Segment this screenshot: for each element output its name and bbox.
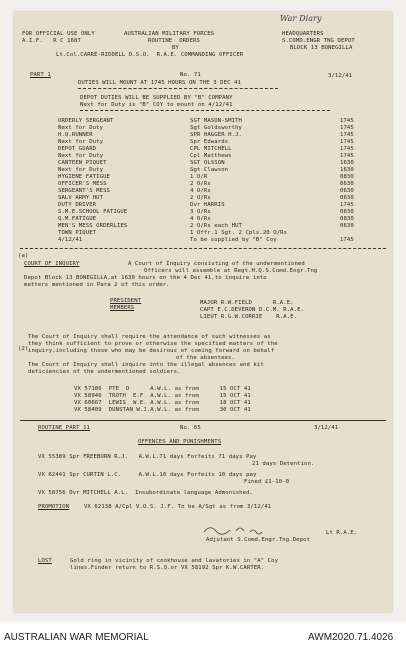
soldier-row: VX 57186 PTE D A.W.L. as from 15 OCT 41 xyxy=(74,386,251,392)
footer-bar xyxy=(0,622,406,653)
header-official-use: FOR OFFICIAL USE ONLY xyxy=(22,31,95,37)
part2-number: No. 65 xyxy=(180,425,201,431)
inquiry-text-line: they think sufficient to prove or otherwise the specified matters of the xyxy=(28,341,278,347)
court-text-line: Officers will assemble at Regt.H.Q.S.Comd.Engr.Tng xyxy=(144,268,318,274)
duty-row: HYGIENE FATIGUE 1 O/R 0830 xyxy=(58,174,354,180)
duty-row: MEN'S MESS ORDERLIES 2 O/Rs each HUT 0630 xyxy=(58,223,354,229)
promotion-text: VX 62138 A/Cpl V.O.S. J.F. To be A/Sgt as from 3/12/41 xyxy=(84,504,272,510)
duty-row: Q.M.FATIGUE 4 O/Rs 0830 xyxy=(58,216,354,222)
court-of-inquiry-heading: COURT OF INQUIRY xyxy=(24,261,80,267)
signature-rank: Lt R.A.E. xyxy=(326,530,358,536)
depot-duties-underline xyxy=(80,110,330,111)
section-divider xyxy=(20,248,386,249)
duty-row: ORDERLY SERGEANT SGT MASON-SMITH 1745 xyxy=(58,118,354,124)
handwritten-note: War Diary xyxy=(280,14,322,23)
duty-row: Next for Duty Sgt Clawson 1630 xyxy=(58,167,354,173)
court-text-line: matters mentioned in Para 2 of this order. xyxy=(24,282,170,288)
offence-line: Fined £1-10-0 xyxy=(244,479,290,485)
part1-label: PART 1 xyxy=(30,72,51,78)
inquiry-text-line: The Court of Inquiry shall inquire into the illegal absences and kit xyxy=(28,362,264,368)
signature xyxy=(200,522,300,536)
footer-accession-number: AWM2020.71.4026 xyxy=(308,632,394,643)
offence-line: VX 58756 Dvr MITCHELL A.L. Insubordinate language Admonished. xyxy=(38,490,253,496)
lost-label: LOST xyxy=(38,558,52,564)
court-text-line: Depot Block 13 BONEGILLA,at 1630 hours on the 4 Dec 41,to inquire into xyxy=(24,275,267,281)
duties-title-underline xyxy=(78,88,278,89)
duty-row: OFFICER'S MESS 2 O/Rs 0630 xyxy=(58,181,354,187)
duty-row: 4/12/41 To be supplied by "B" Coy 1745 xyxy=(58,237,354,243)
duties-title: DUTIES WILL MOUNT AT 1745 HOURS ON THE 3 DEC 41 xyxy=(78,80,241,86)
signature-title: Adjutant S.Comd.Engr.Tng.Depot xyxy=(206,537,311,543)
member-name: LIEUT R.G.W.CORRIE R.A.E. xyxy=(200,314,298,320)
part-divider xyxy=(20,420,386,421)
lost-text-line: lines.Finder return to R.S.Q.or VX 58192 Spr K.W.CARTER. xyxy=(70,565,265,571)
offence-line: VX 55389 Spr FREEBURN R.J. A.W.L.71 days Forfeits 71 days Pay xyxy=(38,454,257,460)
soldier-row: VX 58409 DUNSTAN W.J.A.W.L. as from 30 OCT 41 xyxy=(74,407,251,413)
inquiry-text-line: inquiry,including those who may be desirous of coming forward on behalf xyxy=(28,348,275,354)
offences-heading: OFFENCES AND PUNISHMENTS xyxy=(138,439,222,445)
depot-duties-line2: Next for Duty is "B" COY to mount on 4/12/41 xyxy=(80,102,233,108)
duty-row: TOWN PIQUET 1 Offr.1 Sgt. 2 Cpls.20 O/Rs xyxy=(58,230,288,236)
duty-row: Next for Duty Sgt Goldsworthy 1745 xyxy=(58,125,354,131)
president-label: PRESIDENT xyxy=(110,298,142,304)
header-reference: A.I.F. R C 1687 xyxy=(22,38,81,44)
header-by: BY xyxy=(172,45,179,51)
duty-row: DUTY DRIVER Dvr HARRIS 1745 xyxy=(58,202,354,208)
part2-date: 3/12/41 xyxy=(314,425,339,431)
offence-line: 21 days Detention. xyxy=(252,461,315,467)
header-block: BLOCK 13 BONEGILLA xyxy=(290,45,353,51)
duty-row: SERGEANT'S MESS 4 O/Rs 0630 xyxy=(58,188,354,194)
duty-row: Next for Duty Spr Edwards 1745 xyxy=(58,139,354,145)
depot-duties-line1: DEPOT DUTIES WILL BE SUPPLIED BY "B" COMPANY xyxy=(80,95,233,101)
inquiry-text-line: The Court of Inquiry shall require the attendance of such witnesses as xyxy=(28,334,271,340)
duty-row: S.M.E.SCHOOL FATIGUE 3 O/Rs 0630 xyxy=(58,209,354,215)
inquiry-text-line: deficiencies of the undermentioned soldiers. xyxy=(28,369,181,375)
part2-label: ROUTINE PART 11 xyxy=(38,425,91,431)
members-label: MEMBERS xyxy=(110,305,135,311)
part1-number: No. 71 xyxy=(180,72,201,78)
header-depot: S.COMD.ENGR TNG DEPOT xyxy=(282,38,355,44)
inquiry-text-line: of the absentees. xyxy=(176,355,235,361)
duty-row: SALV ARMY HUT 2 O/Rs 0630 xyxy=(58,195,354,201)
court-text-line: A Court of Inquiry consisting of the undermentioned xyxy=(128,261,305,267)
member-name: CAPT E.C.DEVERON D.C.M. R.A.E. xyxy=(200,307,305,313)
para-marker: (a) xyxy=(18,253,29,259)
president-name: MAJOR R.W.FIELD R.A.E. xyxy=(200,300,294,306)
duty-row: DEPOT GUARD CPL MITCHELL 1745 xyxy=(58,146,354,152)
part1-date: 3/12/41 xyxy=(328,73,353,79)
para-marker: (2) xyxy=(18,346,29,352)
lost-text-line: Gold ring in vicinity of cookhouse and lavatories in "A" Coy xyxy=(70,558,279,564)
offence-line: VX 62441 Spr CURTIN L.C. A.W.L.10 days Forfeits 10 days pay xyxy=(38,472,257,478)
duty-row: Next for Duty Cpl Matthews 1745 xyxy=(58,153,354,159)
header-routine-orders: ROUTINE ORDERS xyxy=(148,38,201,44)
header-hq: HEADQUARTERS xyxy=(282,31,324,37)
duty-row: CANTEEN PIQUET SGT OLSSON 1630 xyxy=(58,160,354,166)
header-forces: AUSTRALIAN MILITARY FORCES xyxy=(124,31,215,37)
duty-row: H.Q.RUNNER SPR HAGGER H.J. 1745 xyxy=(58,132,354,138)
promotion-label: PROMOTION xyxy=(38,504,70,510)
header-commanding-officer: Lt.Col.CARRE-RIDDELL D.S.O. R.A.E. COMMANDING OFFICER xyxy=(56,52,244,58)
document-page xyxy=(14,12,392,612)
soldier-row: VX 60667 LEWIS W.E. A.W.L. as from 18 OCT 41 xyxy=(74,400,251,406)
soldier-row: VX 58946 TROTH E.F A.W.L. as from 15 OCT 41 xyxy=(74,393,251,399)
footer-institution: AUSTRALIAN WAR MEMORIAL xyxy=(4,632,149,643)
